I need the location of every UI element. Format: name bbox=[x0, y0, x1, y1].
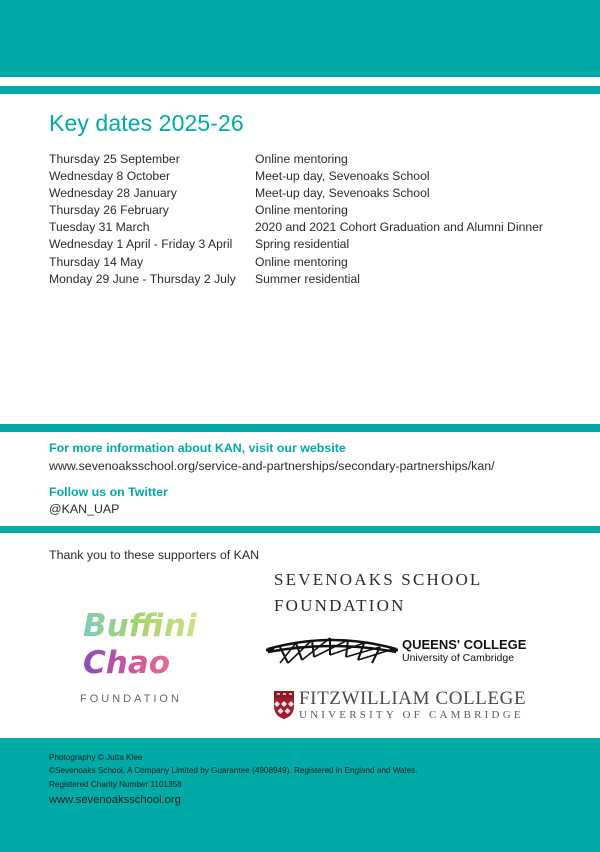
queens-bridge-icon bbox=[266, 633, 398, 667]
date-label: Thursday 14 May bbox=[49, 254, 144, 269]
date-row bbox=[49, 254, 569, 271]
date-label: Thursday 26 February bbox=[49, 203, 169, 218]
top-teal-band bbox=[0, 0, 600, 77]
twitter-handle-link[interactable]: @KAN_UAP bbox=[49, 502, 120, 516]
date-row bbox=[49, 271, 569, 288]
charity-number: Registered Charity Number 1101358 bbox=[49, 779, 182, 789]
sevenoaks-logo-line2: FOUNDATION bbox=[274, 596, 406, 615]
date-label: Tuesday 31 March bbox=[49, 220, 150, 235]
date-row bbox=[49, 202, 569, 219]
buffini-chao-foundation-logo bbox=[77, 592, 203, 707]
fitzwilliam-college-logo bbox=[299, 689, 526, 722]
top-teal-stripe bbox=[0, 86, 600, 94]
website-heading: For more information about KAN, visit our website bbox=[49, 441, 346, 455]
photography-credit: Photography © Jutta Klee bbox=[49, 753, 143, 762]
event-label: Meet-up day, Sevenoaks School bbox=[255, 186, 430, 201]
date-row bbox=[49, 168, 569, 185]
sevenoaks-logo-line1: SEVENOAKS SCHOOL bbox=[274, 570, 483, 589]
key-dates-title: Key dates 2025-26 bbox=[49, 110, 244, 136]
date-label: Wednesday 8 October bbox=[49, 169, 171, 184]
queens-college-title: QUEENS' COLLEGE bbox=[402, 637, 527, 652]
lower-teal-stripe bbox=[0, 526, 600, 533]
supporters-heading: Thank you to these supporters of KAN bbox=[49, 548, 260, 562]
queens-college-logo bbox=[402, 637, 526, 664]
twitter-heading: Follow us on Twitter bbox=[49, 485, 168, 499]
event-label: Summer residential bbox=[255, 271, 360, 286]
website-link[interactable]: www.sevenoaksschool.org/service-and-partnerships/secondary-partnerships/kan/ bbox=[49, 459, 495, 473]
date-label: Thursday 25 September bbox=[49, 152, 180, 166]
date-row bbox=[49, 236, 569, 253]
footer-website-link[interactable]: www.sevenoaksschool.org bbox=[49, 793, 181, 806]
copyright-notice: ©Sevenoaks School. A Company Limited by Guarantee (4908949). Registered in England and Wales. bbox=[49, 766, 418, 776]
date-row bbox=[49, 151, 569, 168]
event-label: Online mentoring bbox=[255, 203, 348, 218]
date-label: Wednesday 1 April - Friday 3 April bbox=[49, 237, 233, 252]
buffini-word: Buffini bbox=[83, 608, 197, 644]
fitzwilliam-college-title: FITZWILLIAM COLLEGE bbox=[299, 688, 527, 709]
buffini-foundation-word: FOUNDATION bbox=[80, 693, 182, 705]
date-row bbox=[49, 219, 569, 236]
event-label: Online mentoring bbox=[255, 254, 348, 269]
footer bbox=[49, 751, 417, 808]
sevenoaks-foundation-logo bbox=[274, 567, 483, 619]
fitzwilliam-shield-icon bbox=[273, 690, 295, 720]
key-dates-list bbox=[49, 151, 569, 288]
fitzwilliam-college-subtitle: UNIVERSITY OF CAMBRIDGE bbox=[299, 709, 524, 721]
event-label: Spring residential bbox=[255, 237, 350, 252]
chao-word: Chao bbox=[83, 645, 171, 681]
event-label: 2020 and 2021 Cohort Graduation and Alumni Dinner bbox=[255, 220, 543, 235]
middle-teal-stripe bbox=[0, 424, 600, 432]
queens-college-subtitle: University of Cambridge bbox=[402, 652, 515, 664]
date-label: Monday 29 June - Thursday 2 July bbox=[49, 271, 236, 286]
event-label: Meet-up day, Sevenoaks School bbox=[255, 169, 430, 184]
event-label: Online mentoring bbox=[255, 152, 348, 166]
date-row bbox=[49, 185, 569, 202]
date-label: Wednesday 28 January bbox=[49, 186, 177, 201]
